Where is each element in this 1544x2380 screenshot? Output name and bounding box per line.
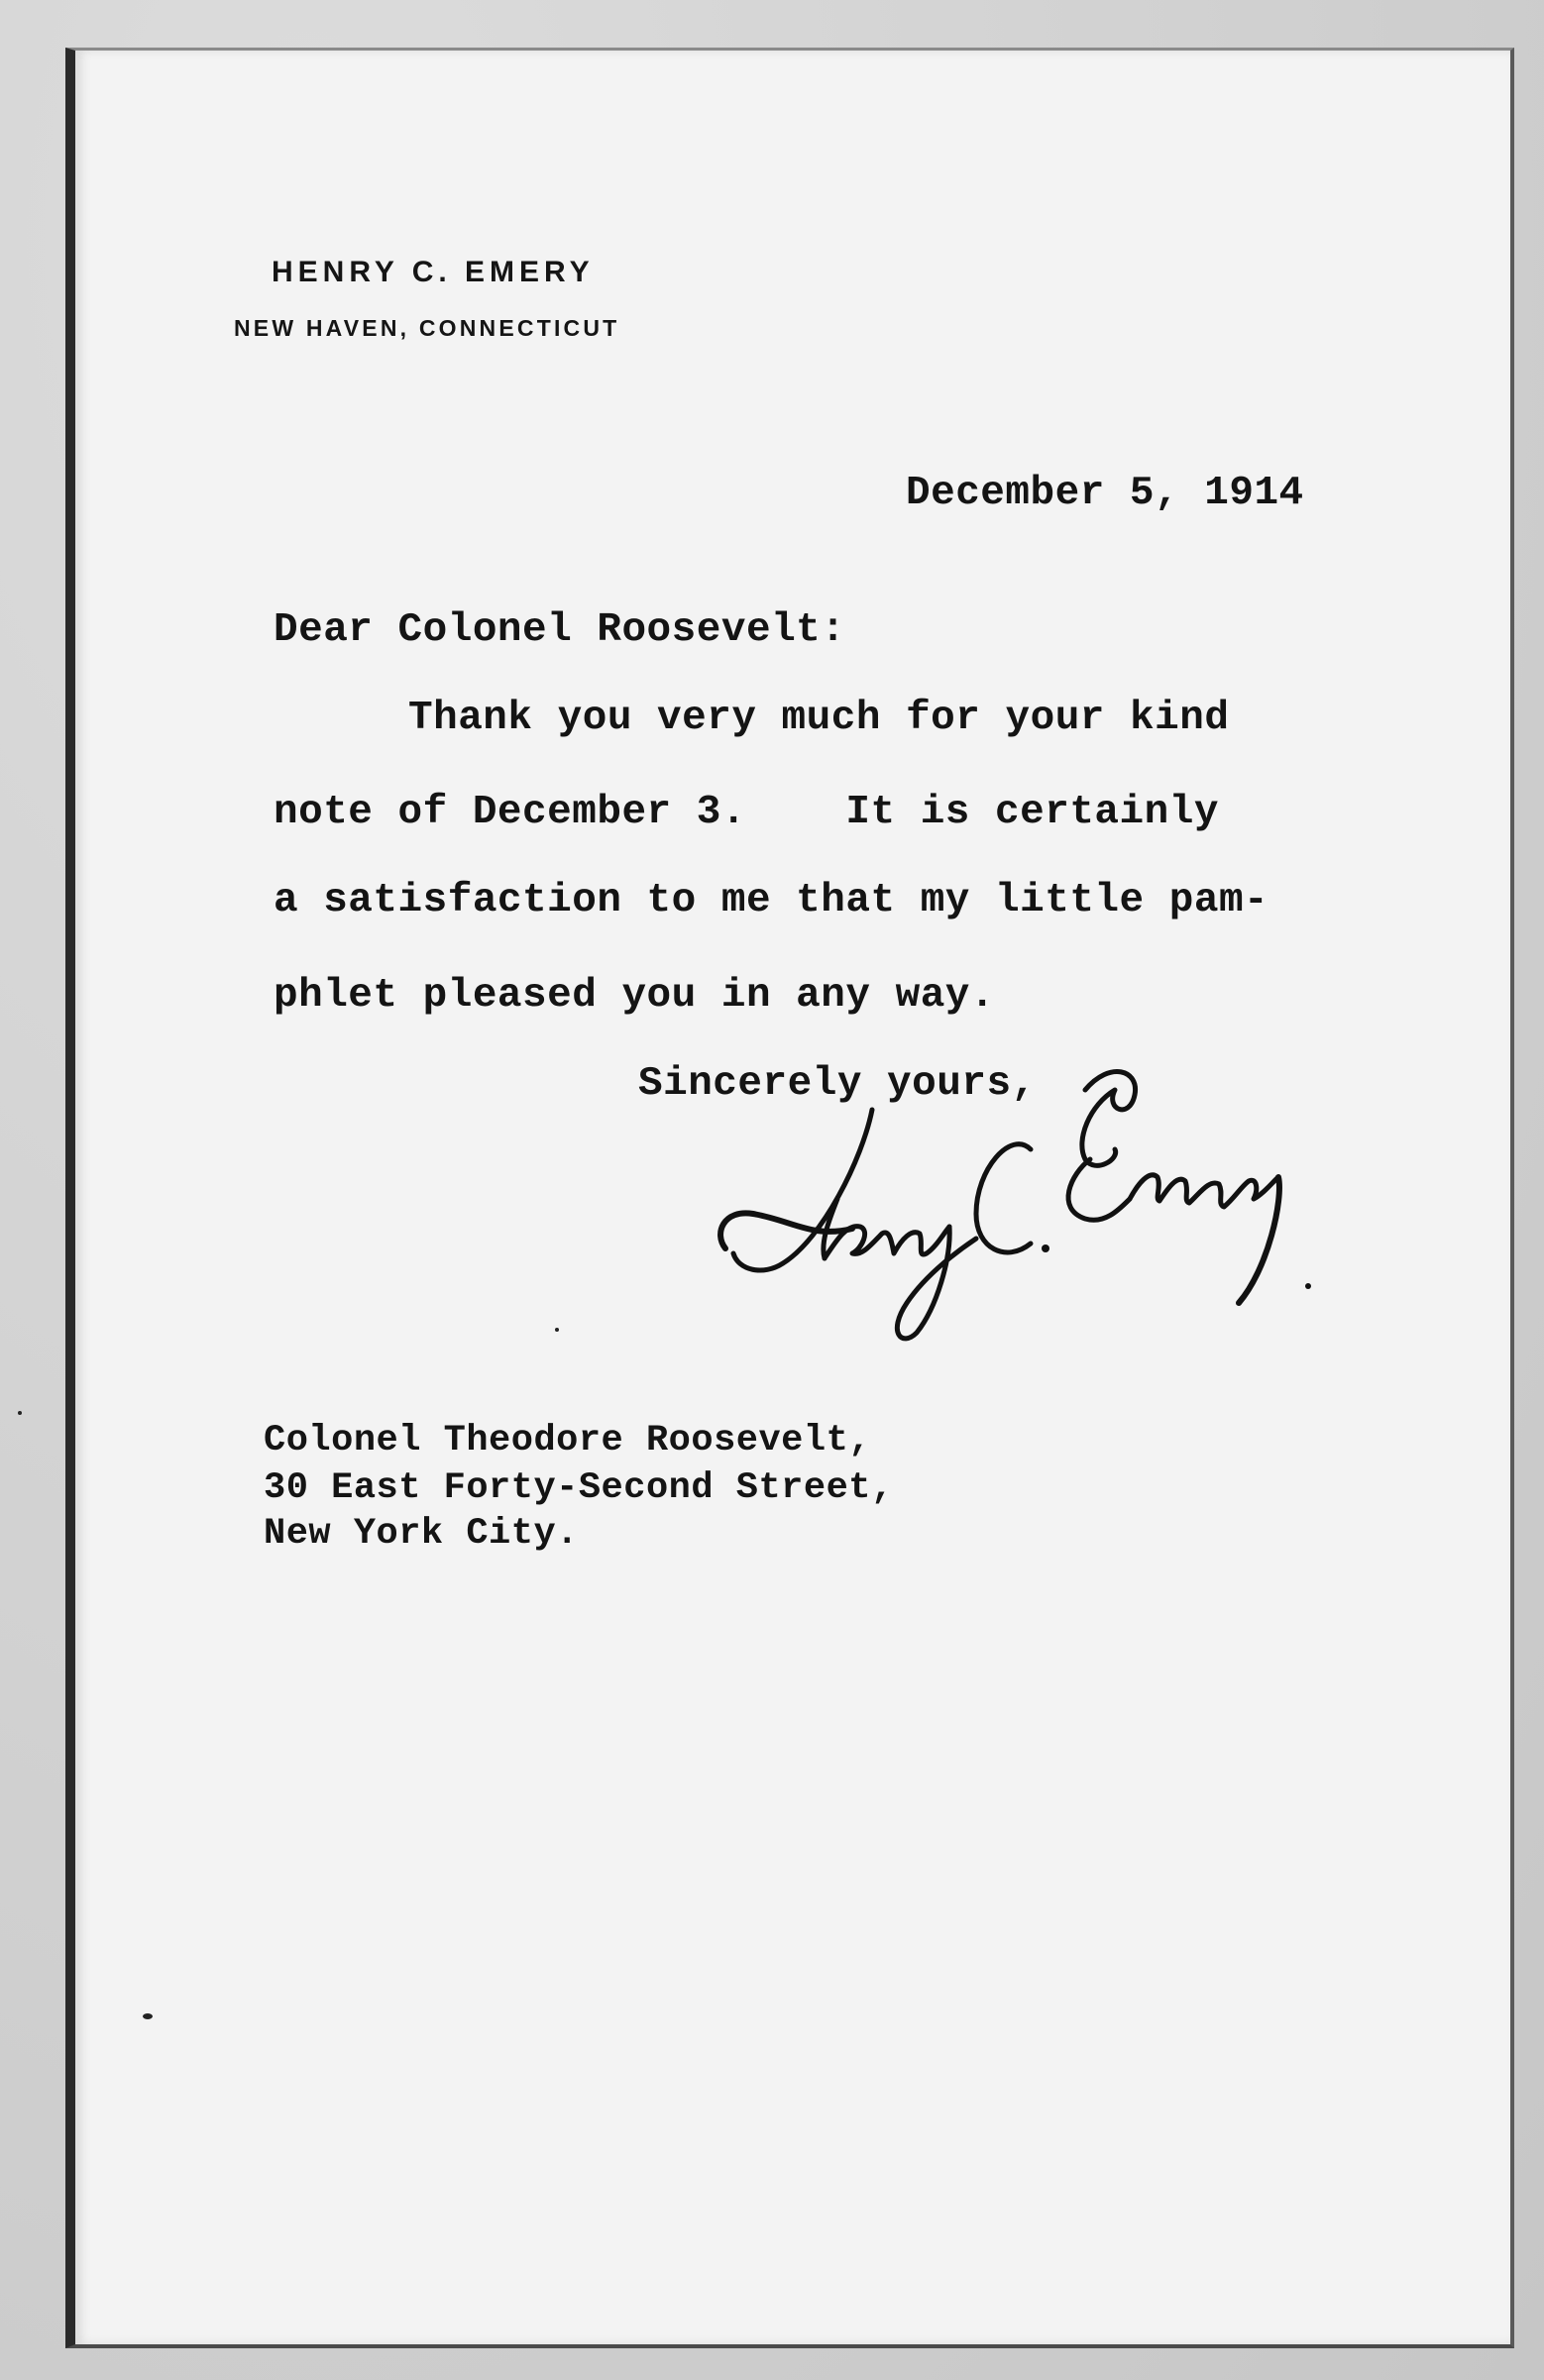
body-line: note of December 3. It is certainly xyxy=(274,790,1219,835)
letter-date: December 5, 1914 xyxy=(906,471,1304,516)
body-line: Thank you very much for your kind xyxy=(408,696,1230,741)
recipient-line: New York City. xyxy=(264,1513,579,1555)
ink-speck xyxy=(143,2013,153,2019)
body-line: a satisfaction to me that my little pam- xyxy=(274,878,1269,923)
handwritten-signature xyxy=(714,1050,1467,1348)
closing: Sincerely yours, xyxy=(638,1061,1037,1107)
recipient-line: 30 East Forty-Second Street, xyxy=(264,1467,894,1509)
body-line: phlet pleased you in any way. xyxy=(274,973,996,1019)
letterhead-place: NEW HAVEN, CONNECTICUT xyxy=(234,315,620,341)
letterhead-name: HENRY C. EMERY xyxy=(272,256,595,288)
ink-speck xyxy=(18,1411,22,1415)
salutation: Dear Colonel Roosevelt: xyxy=(274,607,846,653)
recipient-line: Colonel Theodore Roosevelt, xyxy=(264,1420,871,1461)
ink-speck xyxy=(555,1328,559,1332)
